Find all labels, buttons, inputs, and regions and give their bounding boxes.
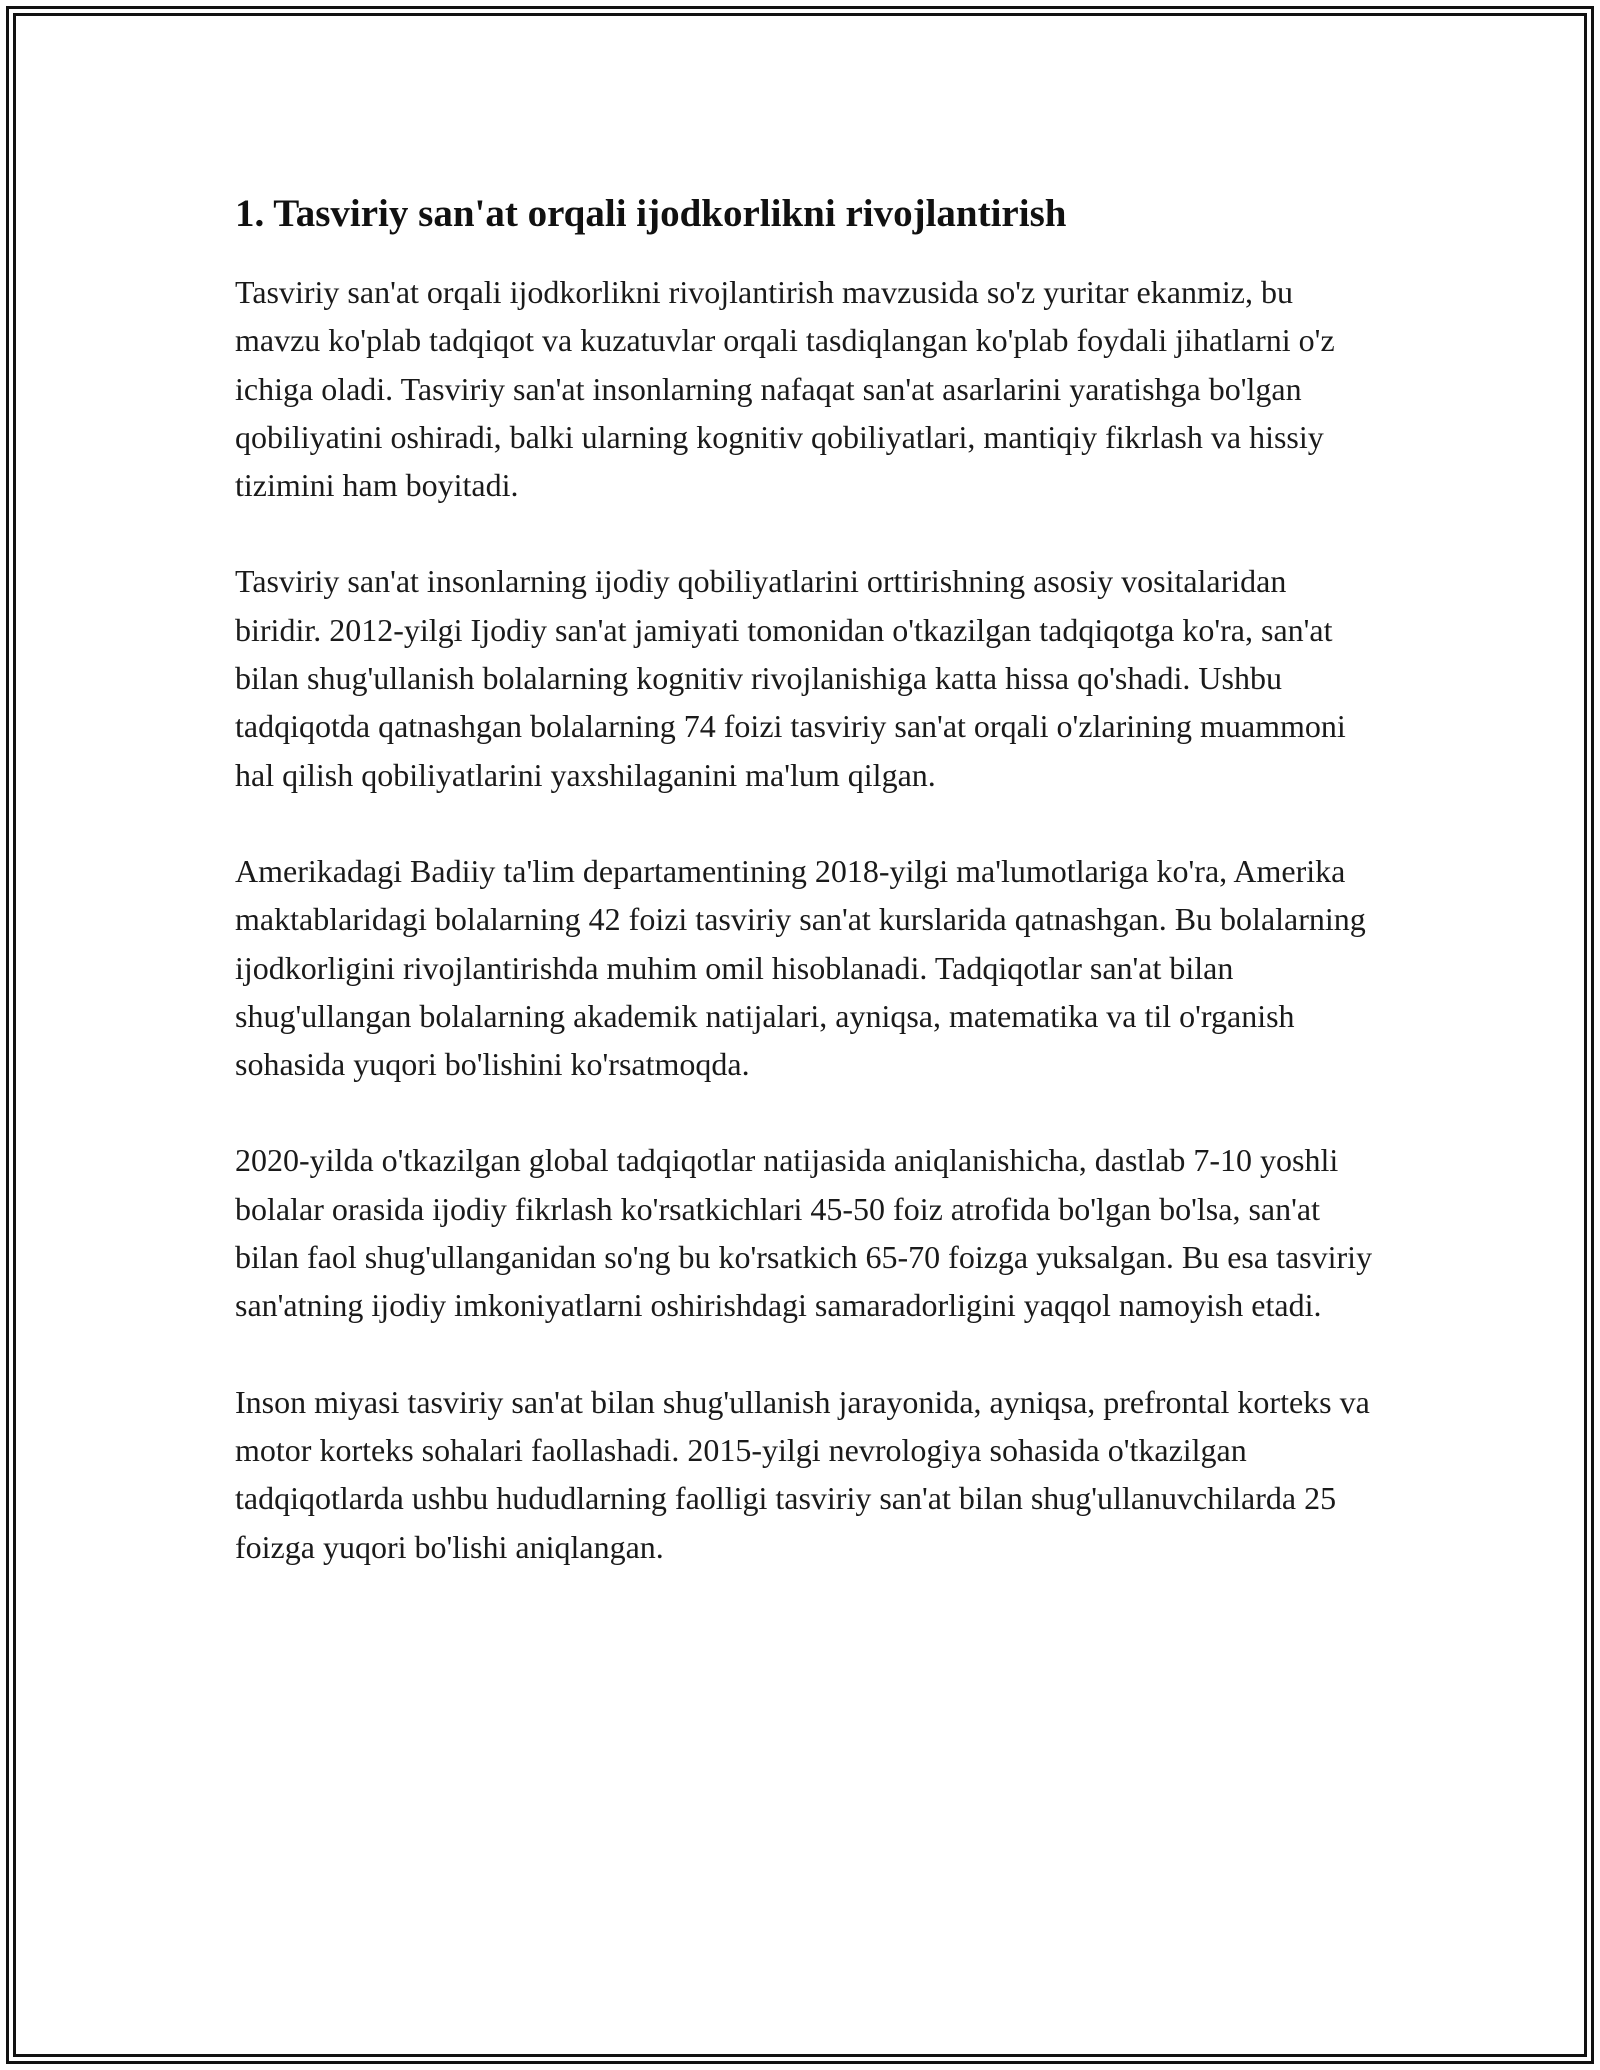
paragraph-5: Inson miyasi tasviriy san'at bilan shug'ullanish jarayonida, ayniqsa, prefrontal korteks va motor korteks sohalari faollashadi. 2015-yilgi nevrologiya sohasida o'tkazilgan tadqiqotlarda ushbu hududlarning faolligi tasviriy san'at bilan shug'ullanuvchilarda 25 foizga yuqori bo'lishi aniqlangan. (235, 1383, 1370, 1565)
paragraph-3: Amerikadagi Badiiy ta'lim departamentining 2018-yilgi ma'lumotlariga ko'ra, Amerika maktablaridagi bolalarning 42 foizi tasviriy san'at kurslarida qatnashgan. Bu bolalarning ijodkorligini rivojlantirishda muhim omil hisoblanadi. Tadqiqotlar san'at bilan shug'ullangan bolalarning akademik natijalari, ayniqsa, matematika va til o'rganish sohasida yuqori bo'lishini ko'rsatmoqda. (235, 852, 1366, 1083)
section-heading: 1. Tasviriy san'at orqali ijodkorlikni rivojlantirish (235, 192, 1067, 235)
paragraph-1: Tasviriy san'at orqali ijodkorlikni rivojlantirish mavzusida so'z yuritar ekanmiz, bu mavzu ko'plab tadqiqot va kuzatuvlar orqali tasdiqlangan ko'plab foydali jihatlarni o'z ichiga oladi. Tasviriy san'at insonlarning nafaqat san'at asarlarini yaratishga bo'lgan qobiliyatini oshiradi, balki ularning kognitiv qobiliyatlari, mantiqiy fikrlash va hissiy tizimini ham boyitadi. (235, 274, 1335, 504)
paragraph-2: Tasviriy san'at insonlarning ijodiy qobiliyatlarini orttirishning asosiy vositalaridan biridir. 2012-yilgi Ijodiy san'at jamiyati tomonidan o'tkazilgan tadqiqotga ko'ra, san'at bilan shug'ullanish bolalarning kognitiv rivojlanishiga katta hissa qo'shadi. Ushbu tadqiqotda qatnashgan bolalarning 74 foizi tasviriy san'at orqali o'zlarining muammoni hal qilish qobiliyatlarini yaxshilaganini ma'lum qilgan. (235, 563, 1346, 793)
paragraph-4: 2020-yilda o'tkazilgan global tadqiqotlar natijasida aniqlanishicha, dastlab 7-10 yoshli bolalar orasida ijodiy fikrlash ko'rsatkichlari 45-50 foiz atrofida bo'lgan bo'lsa, san'at bilan faol shug'ullanganidan so'ng bu ko'rsatkich 65-70 foizga yuksalgan. Bu esa tasviriy san'atning ijodiy imkoniyatlarni oshirishdagi samaradorligini yaqqol namoyish etadi. (235, 1142, 1373, 1324)
document-body (235, 184, 1375, 1619)
